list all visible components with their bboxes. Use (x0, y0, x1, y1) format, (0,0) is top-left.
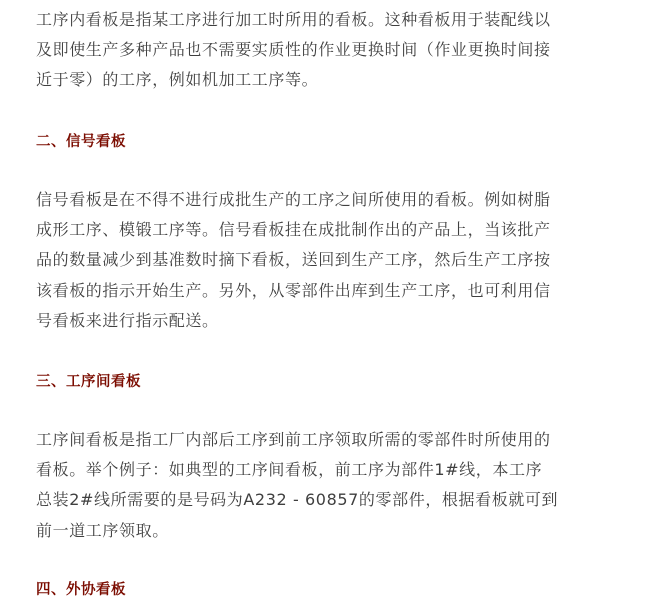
text-line: 工序间看板是指工厂内部后工序到前工序领取所需的零部件时所使用的 (36, 430, 551, 449)
text-line: 成形工序、模锻工序等。信号看板挂在成批制作出的产品上，当该批产 (36, 220, 551, 240)
text-line: 品的数量减少到基准数时摘下看板，送回到生产工序，然后生产工序按 (36, 250, 551, 270)
section-heading-outsourcing-kanban: 四、外协看板 (36, 582, 126, 598)
paragraph-in-process-kanban (36, 5, 616, 96)
text-line: 信号看板是在不得不进行成批生产的工序之间所使用的看板。例如树脂 (36, 190, 551, 209)
paragraph-signal-kanban (36, 185, 616, 336)
text-line: 前一道工序领取。 (36, 520, 169, 540)
section-heading-signal-kanban: 二、信号看板 (36, 134, 126, 150)
text-line: 该看板的指示开始生产。另外，从零部件出库到生产工序，也可利用信 (36, 280, 551, 300)
text-line: 看板。举个例子：如典型的工序间看板，前工序为部件1#线，本工序 (36, 460, 543, 480)
paragraph-inter-process-kanban (36, 425, 616, 546)
text-line: 及即使生产多种产品也不需要实质性的作业更换时间（作业更换时间接 (36, 40, 551, 60)
text-line: 总装2#线所需要的是号码为A232 - 60857的零部件，根据看板就可到 (36, 490, 559, 510)
text-line: 工序内看板是指某工序进行加工时所用的看板。这种看板用于装配线以 (36, 10, 551, 29)
section-heading-inter-process-kanban: 三、工序间看板 (36, 374, 141, 390)
text-line: 近于零）的工序，例如机加工工序等。 (36, 70, 319, 90)
text-line: 号看板来进行指示配送。 (36, 310, 219, 330)
